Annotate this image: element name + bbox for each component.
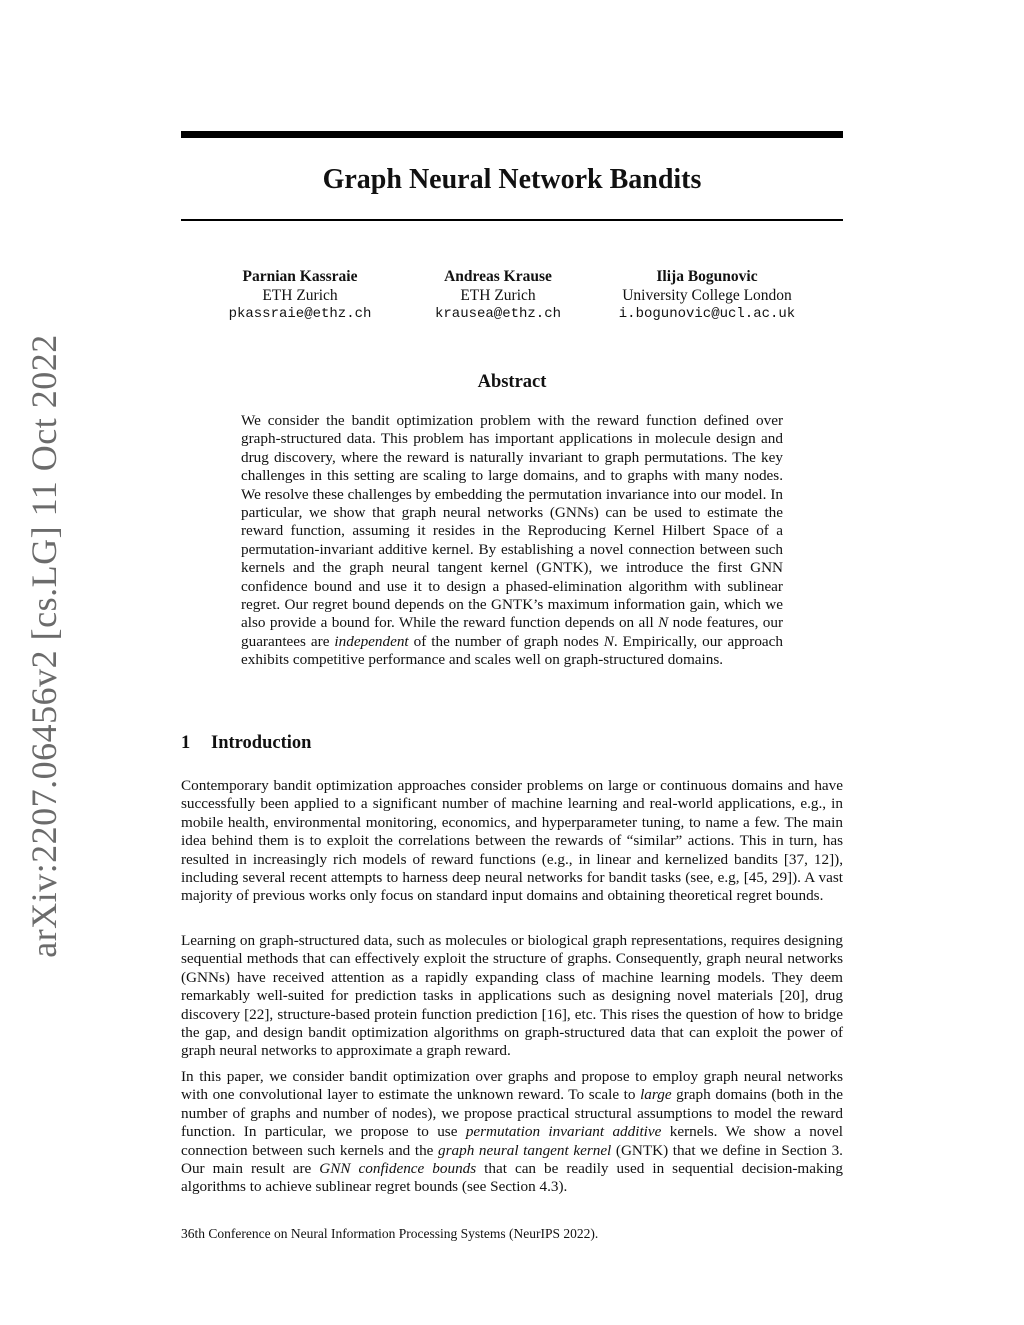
author-name: Andreas Krause: [444, 268, 552, 285]
author-2: [408, 268, 588, 324]
intro-paragraph-3: In this paper, we consider bandit optimization over graphs and propose to employ graph neural networks with one convolutional layer to estimate the unknown reward. To scale to large graph domains (both in the number of graphs and number of nodes), we propose practical structural assumptions to model the reward function. In particular, we propose to use permutation invariant additive kernels. We show a novel connection between such kernels and the graph neural tangent kernel (GNTK) that we define in Section 3. Our main result are GNN confidence bounds that can be readily used in sequential decision-making algorithms to achieve sublinear regret bounds (see Section 4.3).: [181, 1068, 843, 1196]
author-1: [210, 268, 390, 324]
emphasis-text: large: [640, 1086, 672, 1104]
author-affiliation: ETH Zurich: [460, 286, 536, 304]
title-top-rule: [181, 131, 843, 138]
author-email: pkassraie@ethz.ch: [228, 306, 372, 322]
author-affiliation: University College London: [622, 286, 792, 304]
section-heading: [181, 731, 843, 755]
author-email: krausea@ethz.ch: [434, 306, 562, 322]
conference-footnote: 36th Conference on Neural Information Processing Systems (NeurIPS 2022).: [181, 1226, 599, 1241]
emphasis-text: GNN confidence bounds: [319, 1160, 477, 1178]
emphasis-text: graph neural tangent kernel: [438, 1141, 612, 1159]
paper-title: Graph Neural Network Bandits: [322, 164, 702, 195]
emphasis-text: permutation invariant additive: [465, 1123, 662, 1141]
author-name: Parnian Kassraie: [242, 268, 358, 285]
author-email: i.bogunovic@ucl.ac.uk: [618, 306, 796, 322]
section-title: Introduction: [211, 733, 312, 753]
author-affiliation: ETH Zurich: [262, 286, 338, 304]
arxiv-stamp: arXiv:2207.06456v2 [cs.LG] 11 Oct 2022: [24, 334, 64, 958]
intro-paragraph-2: Learning on graph-structured data, such as molecules or biological graph representations, requires designing sequential methods that can effectively exploit the structure of graphs. Consequently, graph neural networks (GNNs) have received attention as a rapidly expanding class of machine learning models. They deem remarkably well-suited for prediction tasks in applications such as designing novel materials [20], drug discovery [22], structure-based protein function prediction [16], etc. This rises the question of how to bridge the gap, and design bandit optimization algorithms on graph-structured data that can exploit the power of graph neural networks to approximate a graph reward.: [181, 932, 843, 1060]
section-number: 1: [181, 733, 191, 753]
abstract-text: We consider the bandit optimization problem with the reward function defined over graph-structured data. This problem has important applications in molecule design and drug discovery, where the reward is naturally invariant to graph permutations. The key challenges in this setting are scaling to large domains, and to graphs with many nodes. We resolve these challenges by embedding the permutation invariance into our model. In particular, we show that graph neural networks (GNNs) can be used to estimate the reward function, assuming it resides in the Reproducing Kernel Hilbert Space of a permutation-invariant additive kernel. By establishing a novel connection between such kernels and the graph neural tangent kernel (GNTK), we introduce the first GNN confidence bound and use it to design a phased-elimination algorithm with sublinear regret. Our regret bound depends on the GNTK’s maximum information gain, which we also provide a bound for. While the reward function depends on all N node features, our guarantees are independent of the number of graph nodes N. Empirically, our approach exhibits competitive performance and scales well on graph-structured domains.: [241, 412, 783, 669]
title-bottom-rule: [181, 219, 843, 221]
math-symbol: N: [603, 632, 614, 650]
abstract-heading: Abstract: [477, 372, 547, 392]
emphasis-text: independent: [334, 632, 409, 650]
author-3: [601, 268, 813, 324]
intro-paragraph-1: Contemporary bandit optimization approaches consider problems on large or continuous domains and have successfully been applied to a significant number of machine learning and real-world applications, e.g., in mobile health, environmental monitoring, economics, and hyperparameter tuning, to name a few. The main idea behind them is to exploit the correlations between the rewards of “similar” actions. This in turn, has resulted in increasingly rich models of reward functions (e.g., in linear and kernelized bandits [37, 12]), including several recent attempts to harness deep neural networks for bandit tasks (see, e.g, [45, 29]). A vast majority of previous works only focus on standard input domains and obtaining theoretical regret bounds.: [181, 777, 843, 905]
author-name: Ilija Bogunovic: [656, 268, 758, 285]
math-symbol: N: [658, 614, 669, 632]
